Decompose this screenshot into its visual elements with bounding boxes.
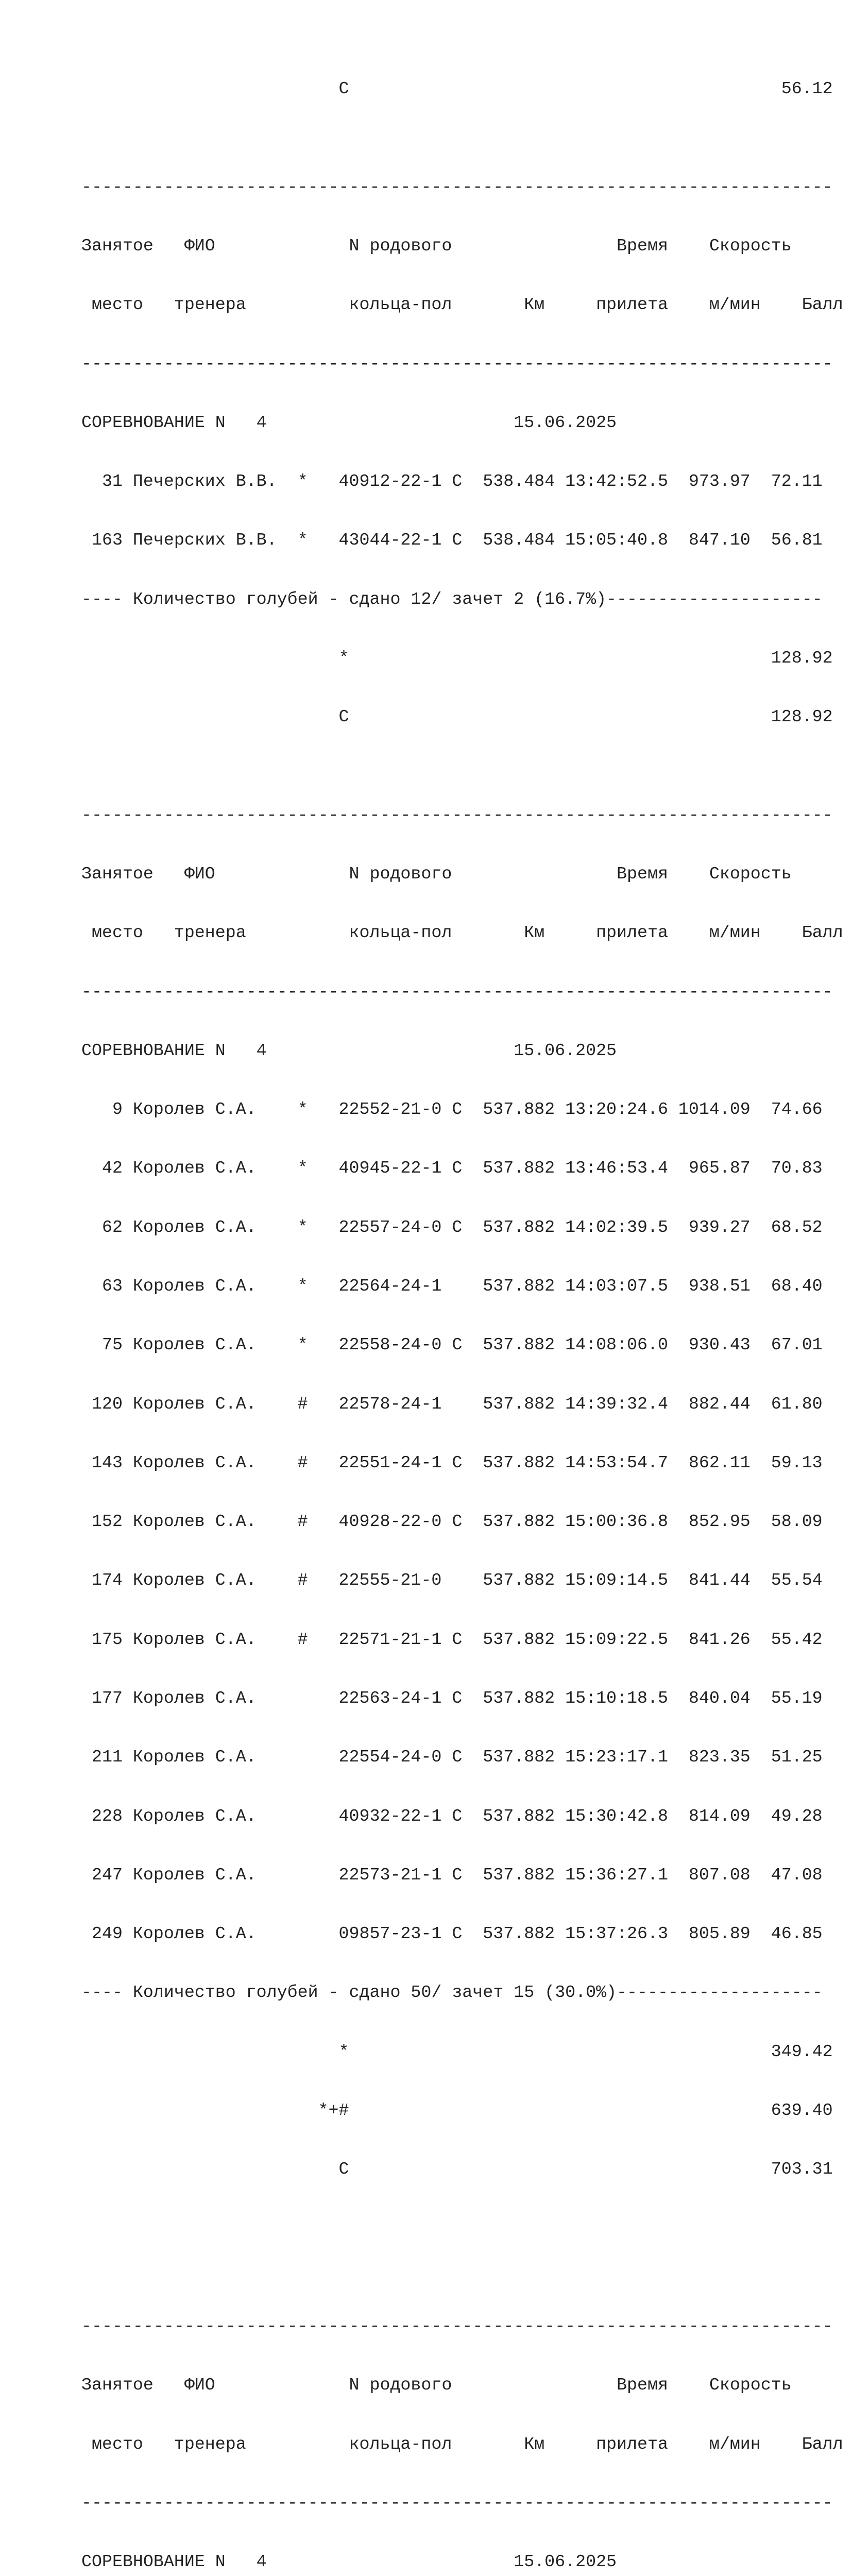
pigeon-count-summary: ---- Количество голубей - сдано 50/ зачет 15 (30.0%)-------------------- [81, 1982, 823, 2003]
competition-heading: СОРЕВНОВАНИЕ N 4 15.06.2025 [81, 412, 617, 432]
total-line: С 128.92 [81, 707, 833, 727]
result-row: 31 Печерских В.В. * 40912-22-1 С 538.484 13:42:52.5 973.97 72.11 [81, 471, 823, 492]
total-line: * 128.92 [81, 648, 833, 668]
column-header-line2: место тренера кольца-пол Км прилета м/мин Балл [81, 295, 843, 315]
separator: ------------------------------------------------------------------------- [81, 2493, 833, 2513]
result-row: 247 Королев С.А. 22573-21-1 С 537.882 15:36:27.1 807.08 47.08 [81, 1865, 823, 1885]
result-row: 143 Королев С.А. # 22551-24-1 С 537.882 14:53:54.7 862.11 59.13 [81, 1452, 823, 1472]
separator: ------------------------------------------------------------------------- [81, 805, 833, 825]
separator: ------------------------------------------------------------------------- [81, 177, 833, 197]
column-header-line2: место тренера кольца-пол Км прилета м/мин Балл [81, 923, 843, 943]
competition-heading: СОРЕВНОВАНИЕ N 4 15.06.2025 [81, 1040, 617, 1060]
result-row: 62 Королев С.А. * 22557-24-0 С 537.882 14:02:39.5 939.27 68.52 [81, 1217, 823, 1237]
total-line: С 703.31 [81, 2159, 833, 2179]
pigeon-count-summary: ---- Количество голубей - сдано 12/ зачет 2 (16.7%)--------------------- [81, 589, 823, 609]
result-row: 63 Королев С.А. * 22564-24-1 537.882 14:03:07.5 938.51 68.40 [81, 1276, 823, 1296]
separator: ------------------------------------------------------------------------- [81, 353, 833, 374]
result-row: 175 Королев С.А. # 22571-21-1 С 537.882 15:09:22.5 841.26 55.42 [81, 1629, 823, 1649]
result-row: 42 Королев С.А. * 40945-22-1 С 537.882 13:46:53.4 965.87 70.83 [81, 1158, 823, 1178]
separator: ------------------------------------------------------------------------- [81, 2316, 833, 2336]
top-total-line: С 56.12 [81, 79, 833, 99]
total-line: *+# 639.40 [81, 2100, 833, 2120]
result-row: 152 Королев С.А. # 40928-22-0 С 537.882 15:00:36.8 852.95 58.09 [81, 1512, 823, 1532]
column-header-line1: Занятое ФИО N родового Время Скорость [81, 2375, 792, 2395]
result-row: 228 Королев С.А. 40932-22-1 С 537.882 15:30:42.8 814.09 49.28 [81, 1806, 823, 1826]
result-row: 163 Печерских В.В. * 43044-22-1 С 538.484 15:05:40.8 847.10 56.81 [81, 530, 823, 550]
competition-heading: СОРЕВНОВАНИЕ N 4 15.06.2025 [81, 2552, 617, 2572]
result-row: 174 Королев С.А. # 22555-21-0 537.882 15:09:14.5 841.44 55.54 [81, 1570, 823, 1590]
separator: ------------------------------------------------------------------------- [81, 981, 833, 1002]
result-row: 9 Королев С.А. * 22552-21-0 С 537.882 13:20:24.6 1014.09 74.66 [81, 1099, 823, 1120]
result-row: 120 Королев С.А. # 22578-24-1 537.882 14:39:32.4 882.44 61.80 [81, 1394, 823, 1414]
result-row: 211 Королев С.А. 22554-24-0 С 537.882 15:23:17.1 823.35 51.25 [81, 1747, 823, 1767]
result-row: 177 Королев С.А. 22563-24-1 С 537.882 15:10:18.5 840.04 55.19 [81, 1688, 823, 1708]
column-header-line2: место тренера кольца-пол Км прилета м/мин Балл [81, 2434, 843, 2454]
blank-line [81, 2218, 833, 2238]
result-row: 75 Королев С.А. * 22558-24-0 С 537.882 14:08:06.0 930.43 67.01 [81, 1335, 823, 1355]
column-header-line1: Занятое ФИО N родового Время Скорость [81, 236, 792, 256]
column-header-line1: Занятое ФИО N родового Время Скорость [81, 864, 792, 884]
total-line: * 349.42 [81, 2041, 833, 2061]
results-page [81, 20, 843, 2576]
result-row: 249 Королев С.А. 09857-23-1 С 537.882 15:37:26.3 805.89 46.85 [81, 1924, 823, 1944]
